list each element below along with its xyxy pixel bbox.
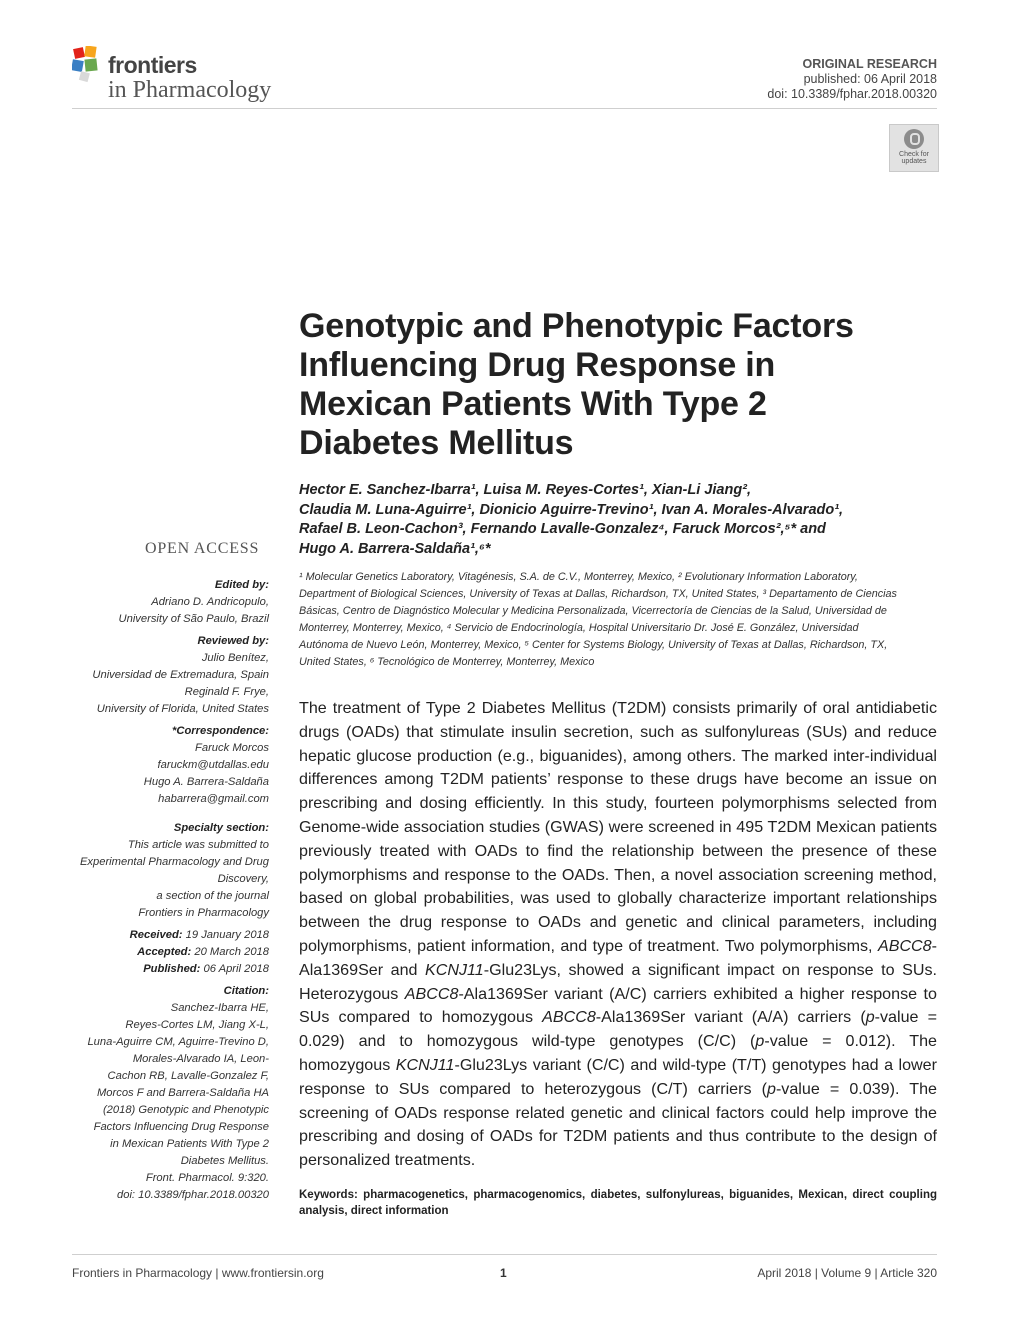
abstract-text: -Glu23Lys variant (C/C) and wild-type (T/T) genotypes had a lower response to SUs compared to heterozygous (C/T) carriers ( [299, 1055, 937, 1098]
specialty-line: Frontiers in Pharmacology [138, 907, 269, 919]
affiliation-line: Autónoma de Nuevo León, Monterrey, Mexico, ⁵ Center for Systems Biology, University of Texas at Dallas, Richardson, TX, [299, 639, 888, 651]
specialty-line: a section of the journal [156, 890, 269, 902]
abstract-text: -value = 0.012). The homozygous [299, 1032, 937, 1074]
header-divider [72, 108, 937, 109]
article-info-sidebar [60, 577, 269, 1204]
author-line: Hugo A. Barrera-Saldaña¹,⁶* [299, 540, 491, 557]
citation-line: Morales-Alvarado IA, Leon- [132, 1053, 269, 1065]
published-value: 06 April 2018 [203, 963, 269, 975]
specialty-line: Experimental Pharmacology and Drug [79, 856, 269, 868]
published-label: Published: [143, 963, 201, 975]
footer-issue-info: April 2018 | Volume 9 | Article 320 [757, 1266, 937, 1280]
keywords: Keywords: pharmacogenetics, pharmacogenomics, diabetes, sulfonylureas, biguanides, Mexican, direct coupling analysis, direct information [299, 1189, 937, 1217]
title-line: Diabetes Mellitus [299, 424, 574, 462]
citation-line: (2018) Genotypic and Phenotypic [102, 1104, 269, 1116]
abstract-text: -Glu23Lys, showed a significant impact on response to SUs. Heterozygous [299, 960, 937, 1003]
affiliation-line: Monterrey, Monterrey, Mexico, ⁴ Servicio de Endocrinología, Hospital Universitario Dr. José E. González, Universidad [299, 622, 859, 634]
published-date: published: 06 April 2018 [803, 72, 937, 86]
editor-line: Adriano D. Andricopulo, [151, 596, 269, 608]
abstract-text: -Ala1369Ser and [299, 936, 937, 979]
gene-name: ABCC8 [877, 936, 932, 955]
footer-divider [72, 1254, 937, 1255]
title-line: Mexican Patients With Type 2 [299, 385, 767, 423]
received-label: Received: [129, 929, 183, 941]
affiliation-line: United States, ⁶ Tecnológico de Monterrey, Monterrey, Mexico [299, 656, 595, 668]
brand-name: frontiers [108, 52, 197, 78]
correspondent-email[interactable]: habarrera@gmail.com [158, 793, 269, 805]
specialty-line: Discovery, [217, 873, 269, 885]
author-line: Claudia M. Luna-Aguirre¹, Dionicio Aguirre-Trevino¹, Ivan A. Morales-Alvarado¹, [299, 501, 844, 518]
author-line: Rafael B. Leon-Cachon³, Fernando Lavalle-Gonzalez⁴, Faruck Morcos²,⁵* and [299, 521, 826, 537]
gene-name: KCNJ11 [395, 1055, 455, 1074]
correspondent-name: Faruck Morcos [195, 742, 269, 754]
abstract-text: The treatment of Type 2 Diabetes Mellitus (T2DM) consists primarily of oral antidiabetic drugs (OADs) that stimulate insulin secretion, such as sulfonylureas (SUs) and reduce hepatic glucose production (e.g., biguanides), among others. The marked inter-individual differences among T2DM patients’ response to these drugs have become an issue on prescribing and dosing efficiently. In this study, fourteen polymorphisms selected from Genome-wide association studies (GWAS) were screened in 495 T2DM Mexican patients previously treated with OADs to find the relationship between the presence of these polymorphisms and response to the OADs. Then, a novel association screening method, based on global probabilities, was used to globally characterize important relationships between the drug response to OADs and genetic and clinical parameters, including polymorphisms, patient information, and type of treatment. Two polymorphisms, [299, 699, 937, 955]
p-symbol: p [755, 1032, 765, 1051]
abstract [299, 697, 937, 1173]
reviewer-line: Julio Benítez, [201, 652, 269, 664]
citation-line: Front. Pharmacol. 9:320. [145, 1172, 269, 1184]
author-line: Hector E. Sanchez-Ibarra¹, Luisa M. Reyes-Cortes¹, Xian-Li Jiang², [299, 482, 752, 498]
gene-name: ABCC8 [542, 1008, 596, 1027]
accepted-date [60, 944, 269, 961]
journal-name: in Pharmacology [108, 77, 272, 103]
check-for-updates-badge[interactable] [889, 124, 939, 172]
editor-line: University of São Paulo, Brazil [118, 613, 269, 625]
correspondent-name: Hugo A. Barrera-Saldaña [143, 776, 269, 788]
affiliation-line: Básicas, Centro de Diagnóstico Molecular y Medicina Personalizada, Vicerrectoría de Ciencias de la Salud, Universidad de [299, 605, 887, 617]
reviewer-line: Universidad de Extremadura, Spain [92, 669, 269, 681]
citation-heading: Citation: [223, 985, 269, 997]
badge-line-1: Check for [899, 151, 929, 158]
citation-doi[interactable]: doi: 10.3389/fphar.2018.00320 [117, 1189, 269, 1201]
abstract-text: -Ala1369Ser variant (A/A) carriers ( [595, 1008, 866, 1027]
citation-line: Reyes-Cortes LM, Jiang X-L, [125, 1019, 269, 1031]
title-line: Influencing Drug Response in [299, 346, 776, 384]
reviewer-line: Reginald F. Frye, [184, 686, 269, 698]
bookmark-icon [904, 129, 924, 149]
published-date-sidebar [60, 961, 269, 978]
accepted-value: 20 March 2018 [194, 946, 269, 958]
footer-journal-link[interactable]: Frontiers in Pharmacology | www.frontiersin.org [72, 1266, 324, 1280]
citation-line: Diabetes Mellitus. [180, 1155, 269, 1167]
affiliation-line: ¹ Molecular Genetics Laboratory, Vitagénesis, S.A. de C.V., Monterrey, Mexico, ² Evolutionary Information Laboratory, [299, 571, 858, 583]
reviewer-line: University of Florida, United States [96, 703, 269, 715]
received-date [60, 927, 269, 944]
frontiers-logo-icon [72, 46, 106, 84]
author-list [299, 481, 939, 559]
edited-by-heading: Edited by: [214, 579, 269, 591]
article-type: ORIGINAL RESEARCH [802, 57, 937, 71]
gene-name: KCNJ11 [425, 960, 484, 979]
title-line: Genotypic and Phenotypic Factors [299, 307, 854, 345]
abstract-text: -value = 0.029) and to homozygous wild-type genotypes (C/C) ( [299, 1008, 937, 1051]
citation-line: Cachon RB, Lavalle-Gonzalez F, [107, 1070, 269, 1082]
badge-line-2: updates [901, 158, 927, 165]
doi[interactable]: doi: 10.3389/fphar.2018.00320 [767, 87, 937, 101]
journal-logo[interactable] [72, 44, 312, 104]
p-symbol: p [865, 1008, 875, 1027]
reviewed-by-heading: Reviewed by: [197, 635, 269, 647]
affiliation-line: Department of Biological Sciences, University of Texas at Dallas, Richardson, TX, United States, ³ Departamento de Ciencias [299, 588, 897, 600]
abstract-text: -Ala1369Ser variant (A/C) carriers exhibited a higher response to SUs compared to homozygous [299, 984, 937, 1027]
specialty-heading: Specialty section: [173, 822, 269, 834]
p-symbol: p [767, 1079, 776, 1098]
page-number: 1 [500, 1266, 507, 1280]
article-meta [767, 57, 937, 102]
citation-line: Sanchez-Ibarra HE, [170, 1002, 269, 1014]
abstract-text: -value = 0.039). The screening of OADs response related genetic and clinical factors could help improve the prescribing and dosing of OADs for T2DM patients and thus contribute to the design of personalized treatments. [299, 1079, 937, 1170]
affiliations [299, 569, 939, 671]
accepted-label: Accepted: [137, 946, 192, 958]
article-title [299, 307, 939, 463]
specialty-line: This article was submitted to [127, 839, 269, 851]
correspondent-email[interactable]: faruckm@utdallas.edu [157, 759, 269, 771]
gene-name: ABCC8 [404, 984, 459, 1003]
citation-line: Luna-Aguirre CM, Aguirre-Trevino D, [87, 1036, 269, 1048]
open-access-label: OPEN ACCESS [145, 540, 260, 557]
citation-line: in Mexican Patients With Type 2 [110, 1138, 269, 1150]
citation-line: Factors Influencing Drug Response [93, 1121, 269, 1133]
citation-line: Morcos F and Barrera-Saldaña HA [96, 1087, 269, 1099]
correspondence-heading: *Correspondence: [172, 725, 269, 737]
received-value: 19 January 2018 [185, 929, 269, 941]
